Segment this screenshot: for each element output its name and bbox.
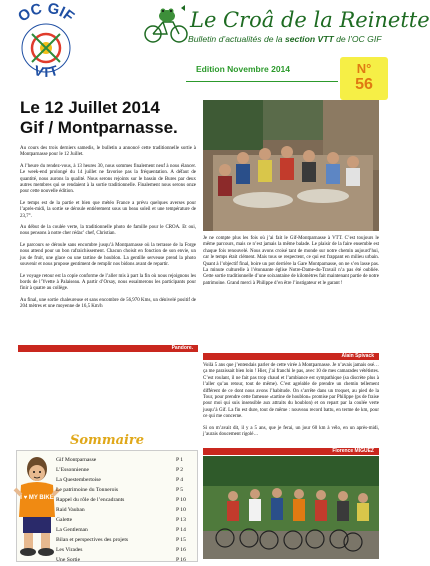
toc-page: P 13 [176, 517, 186, 523]
issue-number-value: 56 [355, 76, 373, 93]
toc-item[interactable] [56, 505, 192, 515]
toc-page: P 16 [176, 547, 186, 553]
toc-label: Gif Montparnasse [56, 457, 97, 463]
toc-page: P 5 [176, 487, 184, 493]
photo-credit: Florence MIGUEZ [332, 448, 374, 454]
subtitle-prefix: Bulletin d’actualités de la [188, 34, 285, 44]
paragraph: Le temps est de la partie et bien que météo France a prévu quelques averses pour l’après-midi, la sortie se déroule entièrement sous un beau soleil et une température de 23,7°. [20, 200, 196, 219]
mascot-shirt-text: I ♥ MY BIKE [20, 495, 54, 501]
toc-page: P 4 [176, 477, 184, 483]
oc-gif-vtt-logo [5, 2, 87, 90]
issue-number-badge [340, 57, 388, 100]
toc-label: Le patrimoine du Tonnerois [56, 487, 119, 493]
paragraph: A l’heure du rendez-vous, à 13 heures 30, nous sommes finalement neuf à nous élancer. Le week-end prolongé du 14 juillet ne favorise pas la fréquentation. A défaut de quantité, nous aurons la qualité. Nous serons rejoints sur le bassin de Bures par deux autres membres qui se rendaient à la sortie traditionnelle. Finalement nous serons onze pour cette nouvelle édition. [20, 163, 196, 195]
toc-page: P 2 [176, 467, 184, 473]
cafe-terrace-photo [203, 100, 379, 231]
toc-label: L’Essonnienne [56, 467, 90, 473]
toc-item[interactable] [56, 495, 192, 505]
article-right-column-2 [203, 363, 379, 443]
toc-page: P 10 [176, 497, 186, 503]
toc-label: La Questembertoise [56, 477, 101, 483]
bulletin-subtitle [188, 34, 398, 44]
toc-item[interactable] [56, 515, 192, 525]
toc-page: P 10 [176, 507, 186, 513]
paragraph: Voilà 5 ans que j’entendais parler de cette virée à Montparnasse. Je n’avais jamais osé… ça me paraissait bien loin ! Hier, j’ai franchi le pas, avec 10 de mes camarades vététistes. C’est roulant, il ne fait pas trop chaud et l’ambiance est sympathique (sa discrète plus à l’aller qu’au retour, tout de même). C’est agréable de prendre un chemin tellement différent de ce dont nous avons l’habitude. On s’arrête dans un troquet, au pied de la Tour, pour prendre cette fameuse «tartine de houblon» promise par Philippe (ps de fraise pour moi qui suis insensible aux attraits du houblon) et on repart par la coulée verte jusqu’à Gif. La fin est dure, tout de même : nouveau record battu, en terme de km, pour ce qui me concerne. [203, 363, 379, 420]
article-headline [20, 98, 200, 138]
bike-mascot-icon [13, 455, 61, 557]
article-left-column [20, 146, 196, 316]
toc-page: P 14 [176, 527, 186, 533]
group-photo [203, 456, 379, 559]
toc-label: Raid Vauban [56, 507, 85, 513]
paragraph: Le parcours se déroule sans encombre jusqu’à Montparnasse où la terrasse de la Forge nous attend pour un bon rafraichissement. Chacun choisit en fonction de son envie, un jus de fruit, une glace ou une tartine de houblon. La gentille serveuse prend la photo souvenir et nous propose gentiment de remplir nos bidons avant de repartir. [20, 242, 196, 268]
paragraph: Au final, une sortie chaleureuse et sans encombre de 56,970 Kms, un dénivelé positif de 204 mètres et une moyenne de 16,5 Km/h [20, 297, 196, 310]
bulletin-title: Le Croâ de la Reinette [190, 8, 430, 32]
toc-label: Les Virades [56, 547, 83, 553]
toc-item[interactable] [56, 545, 192, 555]
toc-item[interactable] [56, 475, 192, 485]
toc-page: P 15 [176, 537, 186, 543]
paragraph: Le voyage retour est la copie conforme de l’aller mis à part la fin où nous rejoignons les bords de l’Yvette à Palaiseau. A partir d’Orsay, nous essaimerons les participants pour finir à quatre au collège. [20, 273, 196, 292]
paragraph: Au cours des trois derniers samedis, le bulletin a annoncé cette traditionnelle sortie à Montparnasse pour le 12 Juillet. [20, 146, 196, 158]
toc-item[interactable] [56, 555, 192, 565]
header-divider [186, 81, 338, 82]
toc-item[interactable] [56, 525, 192, 535]
author-bar-pandore [18, 345, 198, 352]
toc-item[interactable] [56, 485, 192, 495]
issue-number-label: N° [356, 61, 372, 76]
edition-label: Edition Novembre 2014 [196, 64, 291, 74]
paragraph: Je ne compte plus les fois où j’ai fait le Gif-Montparnasse à VTT. C’est toujours le même parcours, mais ce n’est jamais la même balade. Le plaisir de la faire ensemble est chaque fois renouvelé. Nous avons croisé tant de monde sur notre chemin aujourd’hui, car le temps était clément. Mais tous se respectent, ce qui est frappant en milieu urbain. Quant à l’objectif final, boire un pot derrière la Gare Montparnasse, on ne s’en lasse pas. La minute culturelle à l’étonnante église Notre-Dame-du-Travail n’a pas été oubliée. Cette sortie traditionnelle d’une soixantaine de kilomètres fait maintenant partie de notre patrimoine. Grand merci à Philippe d’en être l’instigateur et le garant ! [203, 236, 379, 286]
subtitle-suffix: de l’OC GIF [333, 34, 382, 44]
toc-label: Rappel du rôle de l’encadrants [56, 497, 125, 503]
subtitle-section: section VTT [284, 34, 334, 44]
sommaire-list [56, 455, 192, 565]
toc-item[interactable] [56, 455, 192, 465]
frog-cyclist-icon [143, 4, 189, 44]
headline-line-2: Gif / Montparnasse. [20, 118, 178, 137]
toc-label: La Gentleman [56, 527, 88, 533]
toc-label: Une Sortie [56, 557, 81, 563]
paragraph: Si on m’avait dit, il y a 5 ans, que je ferai, un jour 60 km à vélo, en un après-midi, j’aurais doucement rigolé… [203, 425, 379, 438]
svg-text:OC GIF [15, 2, 77, 26]
author-name: Pandore. [171, 345, 193, 351]
author-name: Alain Spivack [341, 353, 374, 359]
toc-label: Bilan et perspectives des projets [56, 537, 129, 543]
headline-line-1: Le 12 Juillet 2014 [20, 98, 160, 117]
article-right-column-1 [203, 236, 379, 287]
logo-sub-text: VTT [32, 61, 60, 80]
toc-page: P 16 [176, 557, 186, 563]
logo-text: OC GIF [14, 2, 78, 26]
author-bar-alain [203, 353, 379, 360]
toc-label: Galette [56, 517, 73, 523]
photo-credit-bar [203, 448, 379, 455]
paragraph: Au début de la coulée verte, la traditionnelle photo de famille pour le CROA. Et oui, nous pensons à notre cher rédac’ chef, Christian. [20, 225, 196, 237]
toc-item[interactable] [56, 535, 192, 545]
toc-item[interactable] [56, 465, 192, 475]
toc-page: P 1 [176, 457, 184, 463]
sommaire-title: Sommaire [70, 433, 145, 448]
